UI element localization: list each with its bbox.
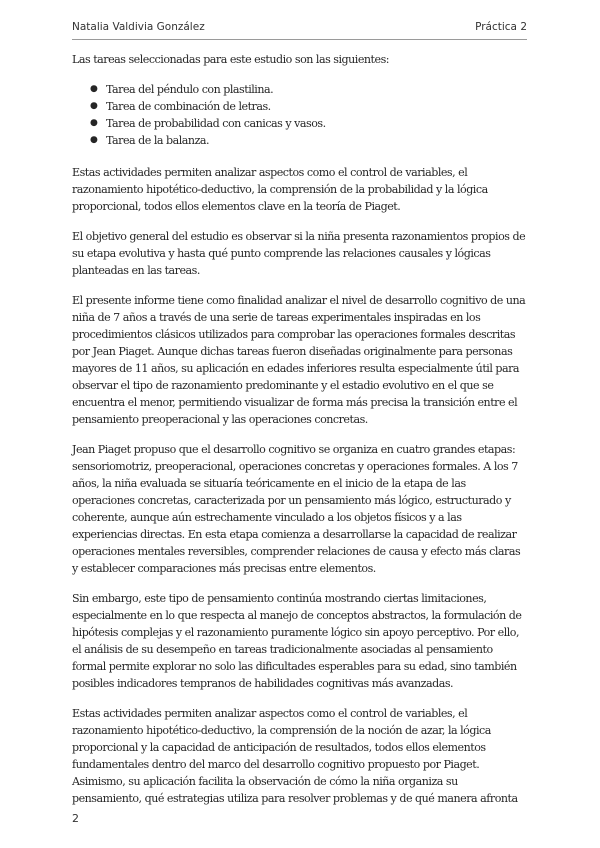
intro-paragraph: Las tareas seleccionadas para este estudio son las siguientes: bbox=[72, 53, 390, 66]
bullet-icon: ● bbox=[90, 135, 98, 145]
page-number: 2 bbox=[72, 812, 79, 825]
task-list bbox=[72, 81, 528, 149]
list-item-text: Tarea de probabilidad con canicas y vasos. bbox=[106, 117, 326, 130]
list-item bbox=[90, 115, 528, 132]
list-item bbox=[90, 132, 528, 149]
body-paragraph: El objetivo general del estudio es observar si la niña presenta razonamientos propios de su etapa evolutiva y hasta qué punto comprende las relaciones causales y lógicas planteadas en las tareas. bbox=[72, 230, 526, 277]
list-item-text: Tarea del péndulo con plastilina. bbox=[106, 83, 274, 96]
page-content bbox=[72, 51, 528, 820]
bullet-icon: ● bbox=[90, 118, 98, 128]
header-divider bbox=[72, 39, 527, 40]
body-paragraph: Jean Piaget propuso que el desarrollo cognitivo se organiza en cuatro grandes etapas: sensoriomotriz, preoperacional, operaciones concretas y operaciones formales. A los 7 años, la niña evaluada se situaría teóricamente en el inicio de la etapa de las operaciones concretas, caracterizada por un pensamiento más lógico, estructurado y coherente, aunque aún estrechamente vinculado a los objetos físicos y a las experiencias directas. En esta etapa comienza a desarrollarse la capacidad de realizar operaciones mentales reversibles, comprender relaciones de causa y efecto más claras y establecer comparaciones más precisas entre elementos. bbox=[72, 443, 521, 575]
list-item-text: Tarea de la balanza. bbox=[106, 134, 210, 147]
list-item bbox=[90, 98, 528, 115]
bullet-icon: ● bbox=[90, 101, 98, 111]
list-item bbox=[90, 81, 528, 98]
page-header bbox=[72, 17, 527, 37]
list-item-text: Tarea de combinación de letras. bbox=[106, 100, 271, 113]
body-paragraph: Estas actividades permiten analizar aspectos como el control de variables, el razonamiento hipotético-deductivo, la comprensión de la noción de azar, la lógica proporcional y la capacidad de anticipación de resultados, todos ellos elementos fundamentales dentro del marco del desarrollo cognitivo propuesto por Piaget. Asimismo, su aplicación facilita la observación de cómo la niña organiza su pensamiento, qué estrategias utiliza para resolver problemas y de qué manera afronta bbox=[72, 707, 518, 805]
header-title: Práctica 2 bbox=[475, 21, 527, 33]
header-author: Natalia Valdivia González bbox=[72, 21, 205, 33]
bullet-icon: ● bbox=[90, 84, 98, 94]
body-paragraph: Estas actividades permiten analizar aspectos como el control de variables, el razonamiento hipotético-deductivo, la comprensión de la probabilidad y la lógica proporcional, todos ellos elementos clave en la teoría de Piaget. bbox=[72, 166, 488, 213]
body-paragraph: Sin embargo, este tipo de pensamiento continúa mostrando ciertas limitaciones, especialmente en lo que respecta al manejo de conceptos abstractos, la formulación de hipótesis complejas y el razonamiento puramente lógico sin apoyo perceptivo. Por ello, el análisis de su desempeño en tareas tradicionalmente asociadas al pensamiento formal permite explorar no solo las dificultades esperables para su edad, sino también posibles indicadores tempranos de habilidades cognitivas más avanzadas. bbox=[72, 592, 522, 690]
body-paragraph: El presente informe tiene como finalidad analizar el nivel de desarrollo cognitivo de una niña de 7 años a través de una serie de tareas experimentales inspiradas en los procedimientos clásicos utilizados para comprobar las operaciones formales descritas por Jean Piaget. Aunque dichas tareas fueron diseñadas originalmente para personas mayores de 11 años, su aplicación en edades inferiores resulta especialmente útil para observar el tipo de razonamiento predominante y el estadio evolutivo en el que se encuentra el menor, permitiendo visualizar de forma más precisa la transición entre el pensamiento preoperacional y las operaciones concretas. bbox=[72, 294, 526, 426]
